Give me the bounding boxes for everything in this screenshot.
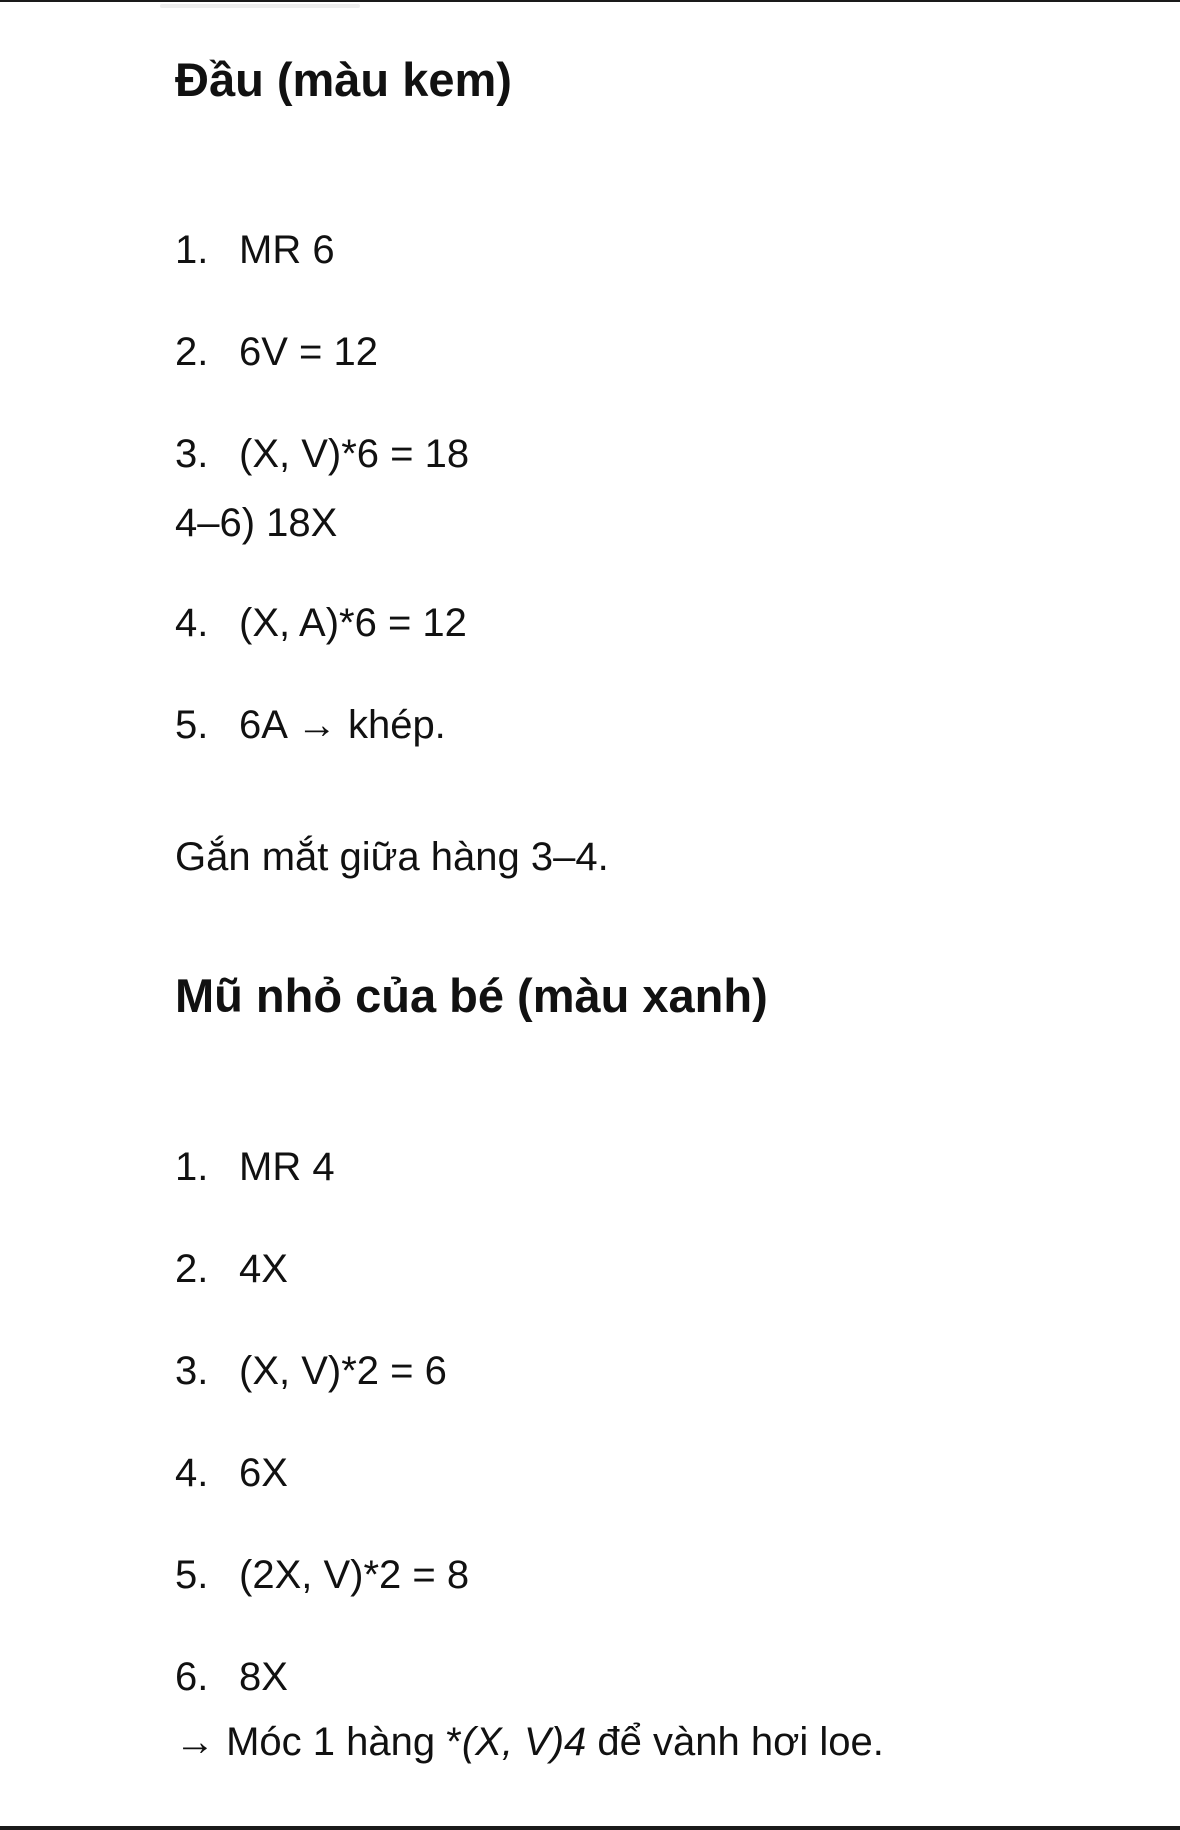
list-item-text: 6V = 12: [239, 330, 379, 374]
list-item-number: 3.: [175, 1349, 209, 1393]
list-item-number: 5.: [175, 703, 209, 747]
list-item: [175, 1247, 288, 1292]
section-title-hat: Mũ nhỏ của bé (màu xanh): [175, 969, 768, 1022]
list-item: [175, 1145, 335, 1190]
list-item-text: MR 4: [239, 1145, 335, 1189]
list-item-text: (X, A)*6 = 12: [239, 601, 467, 645]
list-item: [175, 330, 378, 375]
brim-note-italic: (X, V)4: [461, 1720, 587, 1764]
eye-placement-note: Gắn mắt giữa hàng 3–4.: [175, 835, 609, 879]
list-item-text: (X, V)*6 = 18: [239, 432, 470, 476]
list-item: [175, 703, 446, 748]
list-item: [175, 1451, 288, 1496]
brim-note-tail: để vành hơi loe.: [586, 1720, 884, 1764]
list-item: [175, 228, 335, 273]
list-item-number: 2.: [175, 330, 209, 374]
list-item: [175, 1553, 469, 1598]
list-item-text: 6A → khép.: [239, 703, 446, 747]
list-item-number: 2.: [175, 1247, 209, 1291]
list-item: [175, 432, 469, 477]
list-item-text: 6X: [239, 1451, 288, 1495]
bottom-border: [0, 1826, 1180, 1830]
list-item-text: (X, V)*2 = 6: [239, 1349, 447, 1393]
range-line: 4–6) 18X: [175, 501, 338, 545]
list-item-number: 3.: [175, 432, 209, 476]
brim-note: [175, 1720, 884, 1765]
list-item-number: 4.: [175, 601, 209, 645]
list-item-number: 1.: [175, 228, 209, 272]
list-item-number: 4.: [175, 1451, 209, 1495]
brim-note-lead: → Móc 1 hàng *: [175, 1720, 462, 1764]
top-border: [0, 0, 1180, 2]
list-item: [175, 1655, 288, 1700]
list-item-number: 1.: [175, 1145, 209, 1189]
list-item-text: 8X: [239, 1655, 288, 1699]
list-item-text: MR 6: [239, 228, 335, 272]
list-item-number: 5.: [175, 1553, 209, 1597]
list-item-text: 4X: [239, 1247, 288, 1291]
top-fade-bar: [160, 4, 360, 8]
list-item: [175, 601, 467, 646]
list-item-text: (2X, V)*2 = 8: [239, 1553, 470, 1597]
list-item-number: 6.: [175, 1655, 209, 1699]
list-item: [175, 1349, 447, 1394]
section-title-head: Đầu (màu kem): [175, 53, 512, 106]
